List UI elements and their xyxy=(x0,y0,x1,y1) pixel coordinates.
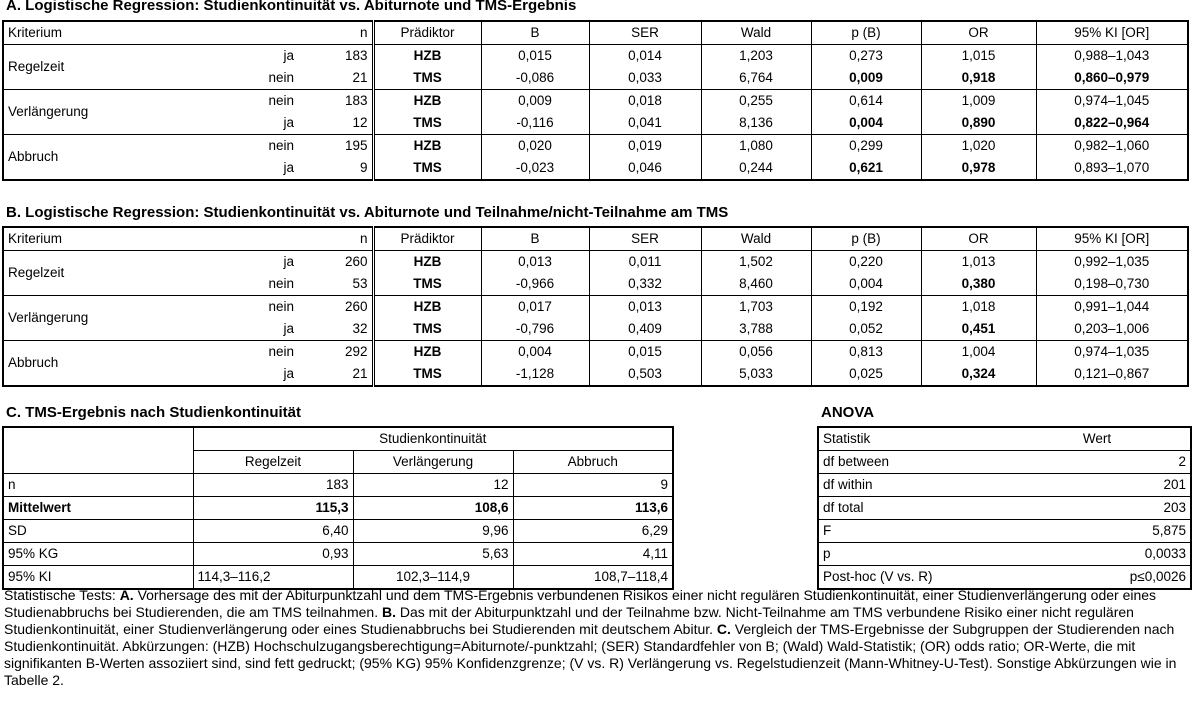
cell-ki: 0,822–0,964 xyxy=(1036,112,1188,135)
cell-p: 0,220 xyxy=(811,251,921,274)
cell-p: 0,273 xyxy=(811,45,921,68)
cell-ki: 0,992–1,035 xyxy=(1036,251,1188,274)
table-row xyxy=(3,341,1188,364)
criterion-verlaengerung: Verlängerung xyxy=(3,90,228,135)
footnote-b-label: B. xyxy=(381,604,396,620)
cell-value: 183 xyxy=(193,474,353,497)
table-c xyxy=(2,426,674,590)
cell-or: 0,978 xyxy=(921,157,1036,180)
table-row xyxy=(818,520,1191,543)
footnote-a-text: Vorhersage des mit der Abiturpunktzahl und dem TMS-Ergebnis verbundenen Risikos einer nicht regulären Studienkontinuität, einer Studienverlängerung oder eines Studienabbruchs bei Studierenden, die am TMS teilnahmen. xyxy=(4,587,1157,620)
cell-value: 6,29 xyxy=(513,520,673,543)
row-label: SD xyxy=(3,520,193,543)
cell-value: 0,93 xyxy=(193,543,353,566)
cell-b: -0,023 xyxy=(481,157,589,180)
criterion-regelzeit: Regelzeit xyxy=(3,45,228,90)
cell-or: 1,013 xyxy=(921,251,1036,274)
criterion-abbruch: Abbruch xyxy=(3,341,228,387)
cell-ki: 0,198–0,730 xyxy=(1036,273,1188,296)
cell-ser: 0,046 xyxy=(589,157,701,180)
table-row xyxy=(3,90,1188,113)
row-label: p xyxy=(818,543,1004,566)
cell-wald: 0,244 xyxy=(701,157,811,180)
cell-wald: 1,703 xyxy=(701,296,811,319)
header-verlaengerung: Verlängerung xyxy=(353,451,513,474)
cell-predictor: HZB xyxy=(373,135,481,158)
cell-ki: 0,860–0,979 xyxy=(1036,67,1188,90)
header-ki: 95% KI [OR] xyxy=(1036,227,1188,251)
cell-value: 108,7–118,4 xyxy=(513,566,673,590)
table-row xyxy=(3,497,673,520)
cell-b: -1,128 xyxy=(481,363,589,386)
cell-ser: 0,014 xyxy=(589,45,701,68)
cell-p: 0,614 xyxy=(811,90,921,113)
row-label: ja xyxy=(283,115,295,130)
cell-ki: 0,991–1,044 xyxy=(1036,296,1188,319)
row-label: df between xyxy=(818,451,1004,474)
header-p: p (B) xyxy=(811,21,921,45)
header-kriterium: Kriterium xyxy=(3,227,298,251)
header-regelzeit: Regelzeit xyxy=(193,451,353,474)
cell-predictor: TMS xyxy=(413,115,442,130)
row-label: n xyxy=(3,474,193,497)
footnote xyxy=(4,587,1189,689)
cell-ser: 0,033 xyxy=(589,67,701,90)
header-wald: Wald xyxy=(701,227,811,251)
table-row xyxy=(3,474,673,497)
row-label: ja xyxy=(283,366,295,381)
table-a-header-row xyxy=(3,21,1188,45)
header-b: B xyxy=(481,227,589,251)
cell-predictor: TMS xyxy=(413,366,442,381)
header-or: OR xyxy=(921,227,1036,251)
cell-or: 0,380 xyxy=(921,273,1036,296)
cell-wald: 6,764 xyxy=(701,67,811,90)
cell-or: 1,015 xyxy=(921,45,1036,68)
cell-n: 12 xyxy=(298,112,373,135)
header-ser: SER xyxy=(589,227,701,251)
header-wert: Wert xyxy=(1082,431,1112,446)
cell-ki: 0,988–1,043 xyxy=(1036,45,1188,68)
cell-p: 0,192 xyxy=(811,296,921,319)
row-label: nein xyxy=(268,276,295,291)
cell-predictor: TMS xyxy=(413,321,442,336)
cell-ser: 0,015 xyxy=(589,341,701,364)
cell-value: 102,3–114,9 xyxy=(353,566,513,590)
cell-b: 0,017 xyxy=(481,296,589,319)
anova-header-row xyxy=(818,427,1191,451)
section-a-title: A. Logistische Regression: Studienkontinuität vs. Abiturnote und TMS-Ergebnis xyxy=(6,0,577,14)
footnote-lead: Statistische Tests: xyxy=(4,587,120,603)
row-label: Mittelwert xyxy=(3,497,193,520)
cell-wald: 1,502 xyxy=(701,251,811,274)
table-row xyxy=(3,45,1188,68)
cell-n: 183 xyxy=(298,90,373,113)
cell-ki: 0,203–1,006 xyxy=(1036,318,1188,341)
row-label: ja xyxy=(283,321,295,336)
cell-b: -0,116 xyxy=(481,112,589,135)
section-b-title: B. Logistische Regression: Studienkontinuität vs. Abiturnote und Teilnahme/nicht-Teilnahme am TMS xyxy=(6,204,729,221)
cell-n: 260 xyxy=(298,251,373,274)
cell-ki: 0,974–1,035 xyxy=(1036,341,1188,364)
table-b xyxy=(2,226,1189,387)
cell-or: 0,918 xyxy=(921,67,1036,90)
cell-ser: 0,332 xyxy=(589,273,701,296)
empty-corner xyxy=(3,427,193,451)
row-label: nein xyxy=(228,341,298,364)
row-label: ja xyxy=(283,160,295,175)
header-n: n xyxy=(298,21,373,45)
cell-or: 0,324 xyxy=(921,363,1036,386)
header-p: p (B) xyxy=(811,227,921,251)
row-label: df total xyxy=(818,497,1004,520)
table-c-header-row xyxy=(3,451,673,474)
cell-wald: 3,788 xyxy=(701,318,811,341)
cell-or: 1,004 xyxy=(921,341,1036,364)
cell-predictor: HZB xyxy=(373,296,481,319)
cell-ser: 0,011 xyxy=(589,251,701,274)
table-b-header-row xyxy=(3,227,1188,251)
cell-wald: 8,136 xyxy=(701,112,811,135)
cell-predictor: HZB xyxy=(373,341,481,364)
row-label: df within xyxy=(818,474,1004,497)
cell-ser: 0,041 xyxy=(589,112,701,135)
table-row xyxy=(3,135,1188,158)
row-label: F xyxy=(818,520,1004,543)
cell-p: 0,004 xyxy=(811,112,921,135)
cell-p: 0,299 xyxy=(811,135,921,158)
cell-p: 0,004 xyxy=(811,273,921,296)
footnote-b-text: Das mit der Abiturpunktzahl und der Teilnahme bzw. Nicht-Teilnahme am TMS verbundene Risiko einer nicht regulären Studienkontinuität, einer Studienverlängerung oder eines Studienabbruchs bei Studierenden mit deutschem Abitur. xyxy=(4,604,1134,637)
table-row xyxy=(3,566,673,590)
header-or: OR xyxy=(921,21,1036,45)
row-label: nein xyxy=(228,296,298,319)
cell-value: 203 xyxy=(1004,497,1191,520)
cell-predictor: HZB xyxy=(373,45,481,68)
cell-predictor: HZB xyxy=(373,90,481,113)
row-label: ja xyxy=(228,251,298,274)
cell-value: 115,3 xyxy=(193,497,353,520)
cell-wald: 5,033 xyxy=(701,363,811,386)
footnote-c-label: C. xyxy=(716,621,731,637)
empty-corner xyxy=(3,451,193,474)
cell-value: 9,96 xyxy=(353,520,513,543)
cell-b: -0,966 xyxy=(481,273,589,296)
cell-ki: 0,121–0,867 xyxy=(1036,363,1188,386)
cell-ser: 0,013 xyxy=(589,296,701,319)
cell-n: 195 xyxy=(298,135,373,158)
cell-or: 0,451 xyxy=(921,318,1036,341)
header-abbruch: Abbruch xyxy=(513,451,673,474)
footnote-c-text: Vergleich der TMS-Ergebnisse der Subgruppen der Studierenden nach Studienkontinuität. Abkürzungen: (HZB) Hochschulzugangsberechtigung=Abiturnote/-punktzahl; (SER) Standardfehler von B; (Wald) Wald-Statistik; (OR) odds ratio; OR-Werte, die mit signifikanten B-Werten assoziiert sind, sind fett gedruckt; (95% KG) 95% Konfidenzgrenze; (V vs. R) Verlängerung vs. Regelstudienzeit (Mann-Whitney-U-Test). Sonstige Abkürzungen wie in Tabelle 2. xyxy=(4,621,1177,688)
cell-wald: 1,080 xyxy=(701,135,811,158)
cell-value: 2 xyxy=(1004,451,1191,474)
cell-p: 0,025 xyxy=(811,363,921,386)
cell-p: 0,621 xyxy=(811,157,921,180)
cell-value: 9 xyxy=(513,474,673,497)
anova-title: ANOVA xyxy=(821,404,875,421)
footnote-a-label: A. xyxy=(119,587,134,603)
table-c-group-header-row xyxy=(3,427,673,451)
header-b: B xyxy=(481,21,589,45)
cell-value: 0,0033 xyxy=(1004,543,1191,566)
cell-p: 0,052 xyxy=(811,318,921,341)
cell-value: 201 xyxy=(1004,474,1191,497)
table-a xyxy=(2,20,1189,181)
cell-b: 0,020 xyxy=(481,135,589,158)
table-row xyxy=(818,451,1191,474)
cell-or: 1,009 xyxy=(921,90,1036,113)
cell-predictor: TMS xyxy=(413,70,442,85)
cell-wald: 0,255 xyxy=(701,90,811,113)
cell-ki: 0,893–1,070 xyxy=(1036,157,1188,180)
cell-value: 5,63 xyxy=(353,543,513,566)
cell-or: 1,018 xyxy=(921,296,1036,319)
cell-ser: 0,018 xyxy=(589,90,701,113)
cell-p: 0,009 xyxy=(811,67,921,90)
cell-value: 114,3–116,2 xyxy=(193,566,353,590)
cell-or: 1,020 xyxy=(921,135,1036,158)
cell-b: 0,013 xyxy=(481,251,589,274)
criterion-abbruch: Abbruch xyxy=(3,135,228,181)
header-praediktor: Prädiktor xyxy=(373,227,481,251)
cell-n: 260 xyxy=(298,296,373,319)
row-label: Post-hoc (V vs. R) xyxy=(818,566,1004,590)
cell-value: 12 xyxy=(353,474,513,497)
cell-value: 108,6 xyxy=(353,497,513,520)
cell-wald: 8,460 xyxy=(701,273,811,296)
header-wald: Wald xyxy=(701,21,811,45)
group-header-studienkontinuitaet: Studienkontinuität xyxy=(193,427,673,451)
cell-n: 183 xyxy=(298,45,373,68)
cell-b: -0,796 xyxy=(481,318,589,341)
cell-n: 21 xyxy=(298,363,373,386)
cell-value: 5,875 xyxy=(1004,520,1191,543)
cell-predictor: HZB xyxy=(373,251,481,274)
cell-predictor: TMS xyxy=(413,160,442,175)
table-row xyxy=(818,497,1191,520)
cell-n: 292 xyxy=(298,341,373,364)
cell-n: 53 xyxy=(298,273,373,296)
cell-predictor: TMS xyxy=(413,276,442,291)
cell-ser: 0,503 xyxy=(589,363,701,386)
cell-ki: 0,974–1,045 xyxy=(1036,90,1188,113)
row-label: nein xyxy=(228,135,298,158)
cell-value: p≤0,0026 xyxy=(1004,566,1191,590)
row-label: ja xyxy=(228,45,298,68)
header-praediktor: Prädiktor xyxy=(373,21,481,45)
cell-n: 21 xyxy=(298,67,373,90)
section-c-title: C. TMS-Ergebnis nach Studienkontinuität xyxy=(6,404,302,421)
header-n: n xyxy=(298,227,373,251)
cell-b: -0,086 xyxy=(481,67,589,90)
table-row xyxy=(3,296,1188,319)
header-ki: 95% KI [OR] xyxy=(1036,21,1188,45)
table-row xyxy=(3,520,673,543)
cell-ser: 0,409 xyxy=(589,318,701,341)
header-statistik: Statistik xyxy=(823,431,871,446)
table-row xyxy=(818,566,1191,590)
cell-value: 113,6 xyxy=(513,497,673,520)
header-kriterium: Kriterium xyxy=(3,21,298,45)
criterion-verlaengerung: Verlängerung xyxy=(3,296,228,341)
table-row xyxy=(3,251,1188,274)
row-label: 95% KI xyxy=(3,566,193,590)
table-row xyxy=(3,543,673,566)
header-ser: SER xyxy=(589,21,701,45)
table-row xyxy=(818,474,1191,497)
cell-b: 0,004 xyxy=(481,341,589,364)
cell-value: 6,40 xyxy=(193,520,353,543)
cell-ser: 0,019 xyxy=(589,135,701,158)
cell-or: 0,890 xyxy=(921,112,1036,135)
row-label: nein xyxy=(228,90,298,113)
cell-wald: 0,056 xyxy=(701,341,811,364)
cell-b: 0,015 xyxy=(481,45,589,68)
criterion-regelzeit: Regelzeit xyxy=(3,251,228,296)
table-row xyxy=(818,543,1191,566)
cell-n: 9 xyxy=(298,157,373,180)
cell-value: 4,11 xyxy=(513,543,673,566)
cell-ki: 0,982–1,060 xyxy=(1036,135,1188,158)
cell-b: 0,009 xyxy=(481,90,589,113)
row-label: 95% KG xyxy=(3,543,193,566)
cell-n: 32 xyxy=(298,318,373,341)
row-label: nein xyxy=(268,70,295,85)
cell-p: 0,813 xyxy=(811,341,921,364)
cell-wald: 1,203 xyxy=(701,45,811,68)
table-anova xyxy=(817,426,1192,590)
